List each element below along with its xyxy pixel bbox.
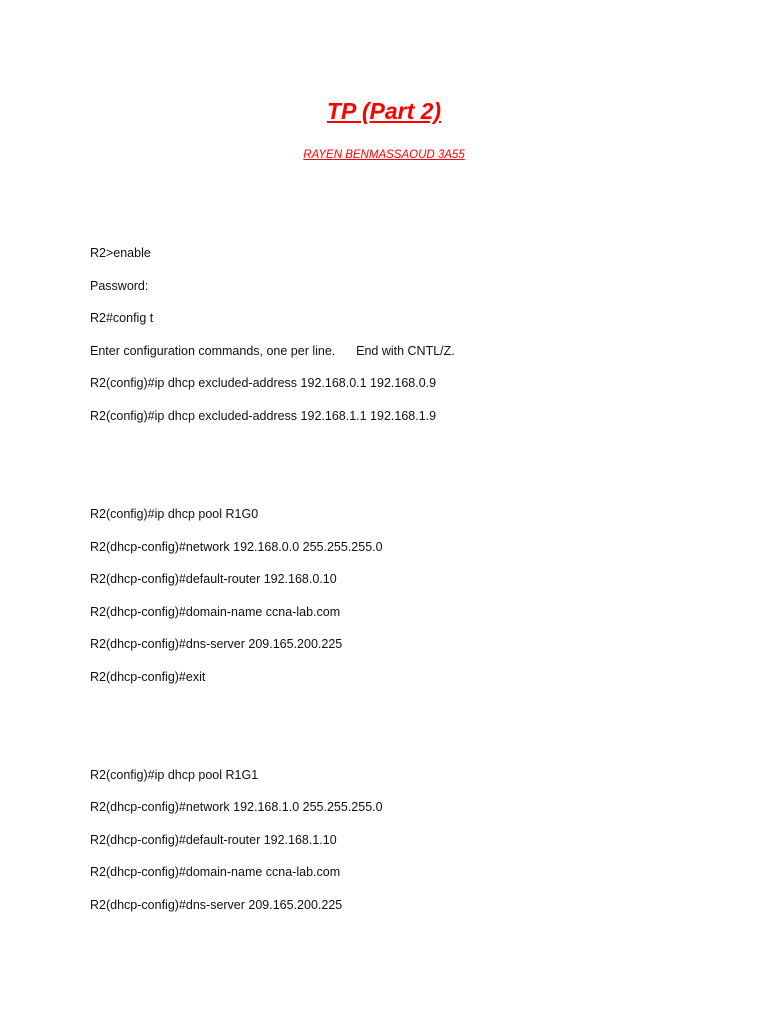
cli-line: R2(config)#ip dhcp excluded-address 192.168.0.1 192.168.0.9: [90, 376, 437, 390]
cli-line: R2(dhcp-config)#exit: [90, 670, 206, 684]
cli-line: R2(dhcp-config)#default-router 192.168.1.10: [90, 833, 337, 847]
cli-line: R2(dhcp-config)#default-router 192.168.0.10: [90, 572, 337, 586]
cli-line: R2>enable: [90, 246, 151, 260]
cli-line: R2(dhcp-config)#network 192.168.0.0 255.255.255.0: [90, 540, 383, 554]
cli-line: R2(dhcp-config)#dns-server 209.165.200.225: [90, 637, 343, 651]
cli-line: R2(dhcp-config)#domain-name ccna-lab.com: [90, 605, 341, 619]
cli-line: R2(config)#ip dhcp pool R1G1: [90, 768, 259, 782]
cli-line: R2(dhcp-config)#network 192.168.1.0 255.255.255.0: [90, 800, 383, 814]
cli-line: R2(dhcp-config)#domain-name ccna-lab.com: [90, 865, 341, 879]
cli-line: R2(config)#ip dhcp excluded-address 192.168.1.1 192.168.1.9: [90, 409, 437, 423]
cli-line: R2(dhcp-config)#dns-server 209.165.200.225: [90, 898, 343, 912]
cli-line: Enter configuration commands, one per line. End with CNTL/Z.: [90, 344, 455, 358]
cli-line: Password:: [90, 279, 149, 293]
document-title: TP (Part 2): [326, 98, 442, 124]
cli-line: R2(config)#ip dhcp pool R1G0: [90, 507, 259, 521]
cli-line: R2#config t: [90, 311, 154, 325]
document-author: RAYEN BENMASSAOUD 3A55: [303, 149, 465, 161]
